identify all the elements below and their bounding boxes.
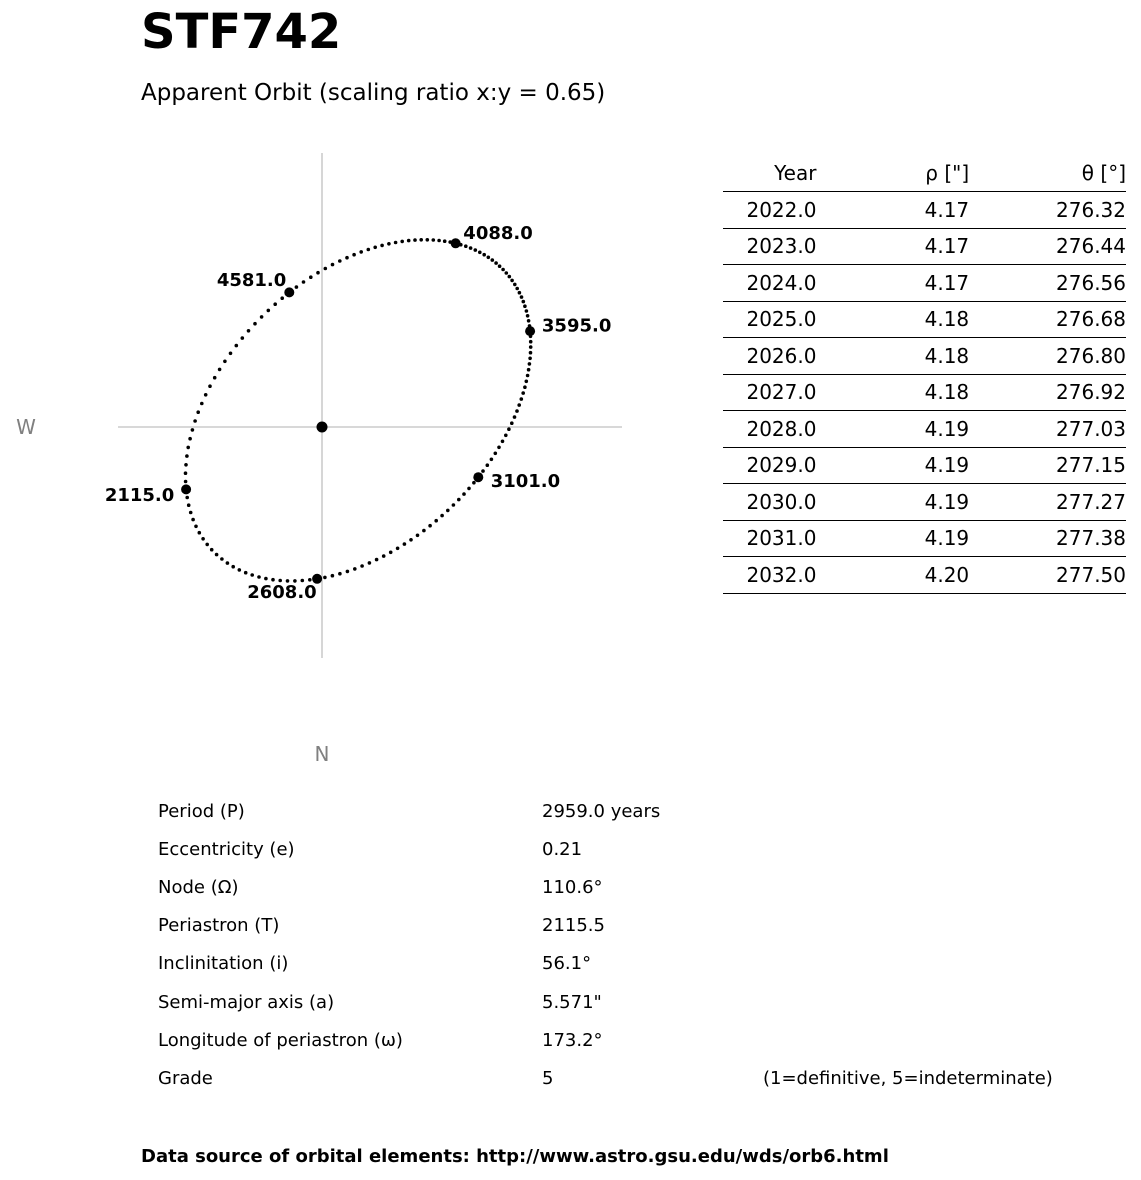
table-row bbox=[723, 338, 1126, 375]
rho-cell: 4.18 bbox=[816, 338, 969, 375]
orbit-dot bbox=[324, 267, 328, 271]
data-source-note: Data source of orbital elements: http://www.astro.gsu.edu/wds/orb6.html bbox=[141, 1146, 889, 1167]
rho-cell: 4.18 bbox=[816, 374, 969, 411]
table-row bbox=[723, 557, 1126, 594]
orbit-dot bbox=[472, 481, 476, 485]
rho-cell: 4.19 bbox=[816, 447, 969, 484]
orbit-dot bbox=[345, 256, 349, 260]
orbit-dot bbox=[446, 509, 450, 513]
orbit-dot bbox=[189, 511, 193, 515]
orbit-dot bbox=[231, 565, 235, 569]
epoch-label: 3595.0 bbox=[541, 315, 612, 337]
orbit-dot bbox=[527, 319, 531, 323]
rho-cell: 4.19 bbox=[816, 520, 969, 557]
orbit-dot bbox=[210, 548, 214, 552]
chart-subtitle: Apparent Orbit (scaling ratio x:y = 0.65) bbox=[141, 80, 606, 106]
orbit-dot bbox=[528, 362, 532, 366]
orbit-dot bbox=[481, 469, 485, 473]
table-row bbox=[723, 228, 1126, 265]
epoch-point bbox=[473, 472, 483, 482]
orbit-dot bbox=[264, 577, 268, 581]
element-label: Periastron (T) bbox=[158, 915, 280, 937]
orbit-dot bbox=[367, 248, 371, 252]
epoch-point bbox=[451, 238, 461, 248]
orbit-dot bbox=[513, 415, 517, 419]
orbit-dot bbox=[504, 434, 508, 438]
orbit-dot bbox=[474, 248, 478, 252]
orbit-dot bbox=[204, 393, 208, 397]
element-value: 2115.5 bbox=[542, 915, 605, 937]
orbit-dot bbox=[526, 314, 530, 318]
orbit-dot bbox=[213, 376, 217, 380]
orbit-dot bbox=[409, 538, 413, 542]
theta-cell: 277.38 bbox=[969, 520, 1126, 557]
rho-cell: 4.17 bbox=[816, 228, 969, 265]
orbit-dot bbox=[396, 547, 400, 551]
orbit-dot bbox=[359, 250, 363, 254]
orbit-dot bbox=[518, 291, 522, 295]
orbit-dot bbox=[267, 309, 271, 313]
orbit-dot bbox=[196, 410, 200, 414]
orbit-dot bbox=[478, 251, 482, 255]
orbit-dot bbox=[205, 543, 209, 547]
orbit-dot bbox=[498, 264, 502, 268]
orbit-dot bbox=[426, 238, 430, 242]
epoch-label: 3101.0 bbox=[490, 471, 561, 493]
orbit-dot bbox=[520, 295, 524, 299]
orbit-dot bbox=[467, 487, 471, 491]
year-cell: 2030.0 bbox=[723, 484, 816, 521]
orbit-dot bbox=[191, 428, 195, 432]
orbit-dot bbox=[218, 368, 222, 372]
north-axis-label: N bbox=[314, 742, 330, 766]
orbit-dot bbox=[522, 300, 526, 304]
orbit-dot bbox=[208, 384, 212, 388]
year-cell: 2027.0 bbox=[723, 374, 816, 411]
orbit-dot bbox=[513, 283, 517, 287]
table-row bbox=[723, 301, 1126, 338]
orbit-dot bbox=[215, 553, 219, 557]
orbit-dot bbox=[486, 463, 490, 467]
primary-star-marker bbox=[317, 422, 328, 433]
orbit-dot bbox=[185, 454, 189, 458]
orbit-dot bbox=[440, 514, 444, 518]
orbit-dot bbox=[244, 571, 248, 575]
orbit-dot bbox=[235, 344, 239, 348]
year-cell: 2025.0 bbox=[723, 301, 816, 338]
orbit-dot bbox=[238, 568, 242, 572]
element-label: Grade bbox=[158, 1067, 213, 1089]
theta-cell: 277.15 bbox=[969, 447, 1126, 484]
orbit-dot bbox=[515, 287, 519, 291]
rho-cell: 4.19 bbox=[816, 484, 969, 521]
year-header: Year bbox=[723, 155, 816, 192]
orbit-dot bbox=[382, 554, 386, 558]
orbit-dot bbox=[375, 558, 379, 562]
orbit-dot bbox=[527, 368, 531, 372]
orbit-dot bbox=[491, 258, 495, 262]
orbit-dot bbox=[229, 352, 233, 356]
orbit-dot bbox=[188, 437, 192, 441]
orbit-dot bbox=[352, 253, 356, 257]
element-value: 110.6° bbox=[542, 877, 603, 899]
orbit-dot bbox=[529, 345, 533, 349]
orbit-dot bbox=[510, 421, 514, 425]
orbit-dot bbox=[186, 446, 190, 450]
orbit-dot bbox=[482, 253, 486, 257]
orbit-dot bbox=[403, 542, 407, 546]
orbit-dot bbox=[338, 572, 342, 576]
theta-header: θ [°] bbox=[969, 155, 1126, 192]
theta-cell: 276.56 bbox=[969, 265, 1126, 302]
orbit-dot bbox=[413, 238, 417, 242]
element-value: 5 bbox=[542, 1067, 554, 1089]
orbit-dot bbox=[323, 576, 327, 580]
orbit-dot bbox=[501, 440, 505, 444]
table-row bbox=[723, 484, 1126, 521]
theta-cell: 276.80 bbox=[969, 338, 1126, 375]
theta-cell: 276.68 bbox=[969, 301, 1126, 338]
orbit-dot bbox=[191, 518, 195, 522]
year-cell: 2032.0 bbox=[723, 557, 816, 594]
element-value: 56.1° bbox=[542, 953, 592, 975]
orbit-dot bbox=[338, 259, 342, 263]
table-row bbox=[723, 265, 1126, 302]
orbit-dot bbox=[462, 492, 466, 496]
orbit-dot bbox=[389, 551, 393, 555]
epoch-label: 2608.0 bbox=[247, 581, 317, 603]
theta-cell: 276.44 bbox=[969, 228, 1126, 265]
orbit-dot bbox=[428, 524, 432, 528]
orbit-dot bbox=[185, 496, 189, 500]
epoch-label: 2115.0 bbox=[104, 484, 175, 506]
orbit-dot bbox=[200, 402, 204, 406]
year-cell: 2026.0 bbox=[723, 338, 816, 375]
table-row bbox=[723, 447, 1126, 484]
orbit-dot bbox=[416, 534, 420, 538]
year-cell: 2023.0 bbox=[723, 228, 816, 265]
orbit-dot bbox=[510, 279, 514, 283]
orbit-dot bbox=[331, 574, 335, 578]
orbit-dot bbox=[184, 463, 188, 467]
orbit-dot bbox=[295, 285, 299, 289]
element-value: 173.2° bbox=[542, 1029, 603, 1051]
epoch-label: 4088.0 bbox=[463, 222, 533, 244]
orbit-dot bbox=[257, 575, 261, 579]
year-cell: 2031.0 bbox=[723, 520, 816, 557]
element-value: 5.571" bbox=[542, 991, 602, 1013]
orbit-dot bbox=[505, 271, 509, 275]
rho-cell: 4.17 bbox=[816, 192, 969, 229]
orbit-dot bbox=[497, 446, 501, 450]
orbit-dot bbox=[353, 567, 357, 571]
table-row bbox=[723, 411, 1126, 448]
west-axis-label: W bbox=[16, 415, 36, 439]
orbit-dot bbox=[198, 531, 202, 535]
orbit-dot bbox=[490, 458, 494, 462]
orbit-dot bbox=[241, 336, 245, 340]
orbit-dot bbox=[247, 329, 251, 333]
orbit-dot bbox=[309, 275, 313, 279]
element-label: Semi-major axis (a) bbox=[158, 991, 335, 1013]
year-cell: 2029.0 bbox=[723, 447, 816, 484]
orbit-dot bbox=[184, 480, 188, 484]
orbit-dot bbox=[520, 397, 524, 401]
element-label: Longitude of periastron (ω) bbox=[158, 1029, 403, 1051]
orbit-dot bbox=[193, 419, 197, 423]
orbit-dot bbox=[464, 244, 468, 248]
orbit-dot bbox=[443, 239, 447, 243]
orbit-plot bbox=[0, 0, 700, 780]
year-cell: 2028.0 bbox=[723, 411, 816, 448]
theta-cell: 277.27 bbox=[969, 484, 1126, 521]
orbit-dot bbox=[220, 557, 224, 561]
orbit-dot bbox=[400, 240, 404, 244]
orbit-dot bbox=[250, 573, 254, 577]
table-row bbox=[723, 520, 1126, 557]
element-label: Node (Ω) bbox=[158, 877, 239, 899]
rho-cell: 4.17 bbox=[816, 265, 969, 302]
theta-cell: 276.32 bbox=[969, 192, 1126, 229]
orbit-dot bbox=[187, 503, 191, 507]
orbit-dot bbox=[302, 280, 306, 284]
orbit-dot bbox=[523, 385, 527, 389]
orbit-dot bbox=[517, 403, 521, 407]
orbit-dot bbox=[494, 452, 498, 456]
orbit-dot bbox=[432, 238, 436, 242]
orbit-dot bbox=[434, 519, 438, 523]
element-value: 0.21 bbox=[542, 839, 583, 861]
year-cell: 2022.0 bbox=[723, 192, 816, 229]
orbit-dot bbox=[422, 529, 426, 533]
epoch-point bbox=[525, 326, 535, 336]
orbit-dot bbox=[469, 246, 473, 250]
orbit-dot bbox=[201, 537, 205, 541]
orbit-dot bbox=[452, 503, 456, 507]
orbit-dot bbox=[223, 360, 227, 364]
orbit-dot bbox=[494, 261, 498, 265]
orbit-dot bbox=[529, 351, 533, 355]
orbit-dot bbox=[380, 244, 384, 248]
orbit-dot bbox=[525, 309, 529, 313]
element-label: Eccentricity (e) bbox=[158, 839, 295, 861]
orbit-dot bbox=[331, 263, 335, 267]
orbit-dot bbox=[316, 271, 320, 275]
theta-cell: 277.50 bbox=[969, 557, 1126, 594]
table-header-row bbox=[723, 155, 1126, 192]
epoch-point bbox=[181, 484, 191, 494]
orbit-dot bbox=[280, 296, 284, 300]
orbit-dot bbox=[194, 525, 198, 529]
orbit-dot bbox=[529, 340, 533, 344]
orbit-dot bbox=[437, 239, 441, 243]
page-title: STF742 bbox=[141, 4, 342, 60]
rho-cell: 4.20 bbox=[816, 557, 969, 594]
orbit-dot bbox=[508, 275, 512, 279]
orbit-dot bbox=[525, 380, 529, 384]
orbit-dot bbox=[407, 239, 411, 243]
ephemeris-table bbox=[723, 155, 1126, 594]
theta-cell: 276.92 bbox=[969, 374, 1126, 411]
orbit-dot bbox=[521, 391, 525, 395]
rho-cell: 4.18 bbox=[816, 301, 969, 338]
orbit-dot bbox=[419, 238, 423, 242]
orbit-dot bbox=[487, 255, 491, 259]
element-label: Inclinitation (i) bbox=[158, 953, 289, 975]
orbit-dot bbox=[394, 241, 398, 245]
orbit-dot bbox=[346, 570, 350, 574]
orbit-dot bbox=[526, 374, 530, 378]
orbit-dot bbox=[507, 427, 511, 431]
orbit-dot bbox=[260, 315, 264, 319]
orbit-dot bbox=[501, 268, 505, 272]
element-value: 2959.0 years bbox=[542, 801, 661, 822]
orbit-dot bbox=[360, 564, 364, 568]
orbit-dot bbox=[273, 302, 277, 306]
year-cell: 2024.0 bbox=[723, 265, 816, 302]
orbit-dot bbox=[523, 304, 527, 308]
orbit-dot bbox=[387, 242, 391, 246]
orbit-dot bbox=[368, 561, 372, 565]
element-note: (1=definitive, 5=indeterminate) bbox=[763, 1067, 1053, 1089]
orbit-dot bbox=[457, 498, 461, 502]
orbit-dot bbox=[184, 471, 188, 475]
epoch-label: 4581.0 bbox=[216, 269, 287, 291]
orbit-dot bbox=[373, 246, 377, 250]
theta-cell: 277.03 bbox=[969, 411, 1126, 448]
orbit-dot bbox=[253, 322, 257, 326]
table-row bbox=[723, 374, 1126, 411]
rho-header: ρ ["] bbox=[816, 155, 969, 192]
orbit-dot bbox=[515, 409, 519, 413]
rho-cell: 4.19 bbox=[816, 411, 969, 448]
element-label: Period (P) bbox=[158, 801, 245, 822]
table-row bbox=[723, 192, 1126, 229]
orbit-dot bbox=[528, 357, 532, 361]
orbit-dot bbox=[226, 561, 230, 565]
